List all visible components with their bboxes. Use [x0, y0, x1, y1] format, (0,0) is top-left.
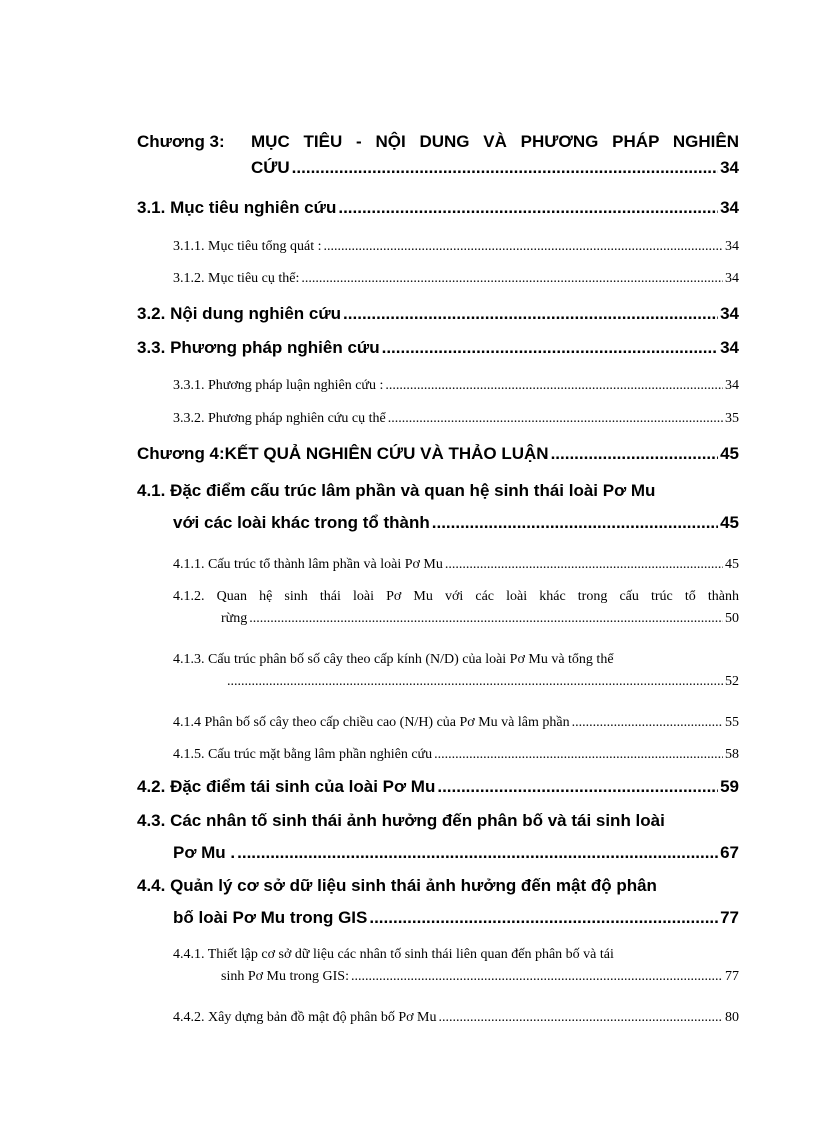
toc-section-4-4[interactable]	[137, 876, 739, 928]
subsection-title: 3.3.1. Phương pháp luận nghiên cứu :	[173, 378, 384, 393]
toc-section-4-2[interactable]	[137, 777, 739, 797]
page-number: 35	[725, 411, 739, 426]
section-title-cont: Pơ Mu .	[173, 843, 236, 862]
page-number: 34	[720, 198, 739, 217]
dot-leader	[227, 674, 723, 690]
toc-subsection-4-1-5[interactable]	[173, 747, 739, 763]
page-number: 34	[720, 304, 739, 323]
dot-leader	[338, 198, 718, 218]
dot-leader	[249, 611, 723, 627]
subsection-title: 4.1.3. Cấu trúc phân bố số cây theo cấp kính (N/D) của loài Pơ Mu và tổng thể	[173, 652, 614, 667]
dot-leader	[551, 444, 719, 464]
section-title: 4.3. Các nhân tố sinh thái ảnh hưởng đến phân bố và tái sinh loài	[137, 811, 665, 830]
subsection-title: 3.3.2. Phương pháp nghiên cứu cụ thể	[173, 411, 386, 426]
section-title: 3.1. Mục tiêu nghiên cứu	[137, 198, 337, 217]
toc-subsection-4-4-1[interactable]	[173, 947, 739, 985]
subsection-title: 4.1.4 Phân bố số cây theo cấp chiều cao (N/H) của Pơ Mu và lâm phần	[173, 715, 570, 730]
section-title: 4.4. Quản lý cơ sở dữ liệu sinh thái ảnh hưởng đến mật độ phân	[137, 876, 657, 895]
subsection-title: 4.4.2. Xây dựng bản đồ mật độ phân bố Pơ Mu	[173, 1010, 437, 1025]
dot-leader	[445, 557, 723, 573]
dot-leader	[343, 304, 718, 324]
chapter-label: Chương 3:	[137, 132, 225, 151]
page-number: 58	[725, 747, 739, 762]
dot-leader	[351, 969, 723, 985]
subsection-title: 3.1.2. Mục tiêu cụ thể:	[173, 271, 300, 286]
page-number: 77	[725, 969, 739, 984]
section-title: 3.2. Nội dung nghiên cứu	[137, 304, 342, 323]
chapter-label: Chương 4:	[137, 444, 225, 463]
toc-subsection-3-1-2[interactable]	[173, 271, 739, 287]
chapter-title: MỤC TIÊU - NỘI DUNG VÀ PHƯƠNG PHÁP NGHIÊN	[251, 132, 739, 151]
dot-leader	[438, 1010, 723, 1026]
subsection-title-cont: sinh Pơ Mu trong GIS:	[221, 969, 349, 984]
toc-section-4-3[interactable]	[137, 811, 739, 863]
dot-leader	[324, 239, 723, 255]
dot-leader	[301, 271, 723, 287]
subsection-title: 4.1.1. Cấu trúc tổ thành lâm phần và loài Pơ Mu	[173, 557, 443, 572]
page-number: 55	[725, 715, 739, 730]
page-number: 45	[720, 444, 739, 463]
toc-subsection-3-3-2[interactable]	[173, 411, 739, 427]
chapter-title-cont: CỨU	[251, 158, 290, 177]
dot-leader	[437, 777, 718, 797]
dot-leader	[382, 338, 718, 358]
subsection-title: 4.4.1. Thiết lập cơ sở dữ liệu các nhân tố sinh thái liên quan đến phân bố và tái	[173, 947, 614, 962]
toc-subsection-3-1-1[interactable]	[173, 239, 739, 255]
toc-subsection-4-1-2[interactable]	[173, 589, 739, 627]
toc-section-3-1[interactable]	[137, 198, 739, 218]
page-number: 45	[720, 513, 739, 532]
toc-section-3-3[interactable]	[137, 338, 739, 358]
toc-chapter-3[interactable]	[137, 132, 739, 178]
page-number: 52	[725, 674, 739, 689]
section-title: 3.3. Phương pháp nghiên cứu	[137, 338, 380, 357]
dot-leader	[434, 747, 723, 763]
page-number: 77	[720, 908, 739, 927]
toc-subsection-3-3-1[interactable]	[173, 378, 739, 394]
dot-leader	[237, 843, 718, 863]
page-number: 67	[720, 843, 739, 862]
dot-leader	[385, 378, 723, 394]
toc-subsection-4-4-2[interactable]	[173, 1010, 739, 1026]
page-number: 34	[720, 338, 739, 357]
subsection-title: 4.1.2. Quan hệ sinh thái loài Pơ Mu với các loài khác trong cấu trúc tổ thành	[173, 589, 739, 604]
dot-leader	[572, 715, 723, 731]
page-number: 80	[725, 1010, 739, 1025]
section-title-cont: với các loài khác trong tổ thành	[173, 513, 430, 532]
toc-subsection-4-1-4[interactable]	[173, 715, 739, 731]
page-number: 34	[720, 158, 739, 177]
page-number: 45	[725, 557, 739, 572]
subsection-title: 4.1.5. Cấu trúc mặt bằng lâm phần nghiên cứu	[173, 747, 433, 762]
page-number: 34	[725, 378, 739, 393]
page-number: 34	[725, 271, 739, 286]
toc-chapter-4[interactable]	[137, 444, 739, 464]
toc-subsection-4-1-1[interactable]	[173, 557, 739, 573]
dot-leader	[388, 411, 723, 427]
section-title-cont: bố loài Pơ Mu trong GIS	[173, 908, 368, 927]
subsection-title-cont: rừng	[221, 611, 248, 626]
dot-leader	[292, 158, 718, 178]
subsection-title: 3.1.1. Mục tiêu tổng quát :	[173, 239, 322, 254]
page-number: 50	[725, 611, 739, 626]
section-title: 4.1. Đặc điểm cấu trúc lâm phần và quan hệ sinh thái loài Pơ Mu	[137, 481, 656, 500]
toc-section-4-1[interactable]	[137, 481, 739, 533]
section-title: 4.2. Đặc điểm tái sinh của loài Pơ Mu	[137, 777, 436, 796]
toc-section-3-2[interactable]	[137, 304, 739, 324]
page-number: 34	[725, 239, 739, 254]
chapter-title: KẾT QUẢ NGHIÊN CỨU VÀ THẢO LUẬN	[224, 444, 549, 463]
page-number: 59	[720, 777, 739, 796]
dot-leader	[369, 908, 718, 928]
toc-subsection-4-1-3[interactable]	[173, 652, 739, 690]
dot-leader	[432, 513, 718, 533]
